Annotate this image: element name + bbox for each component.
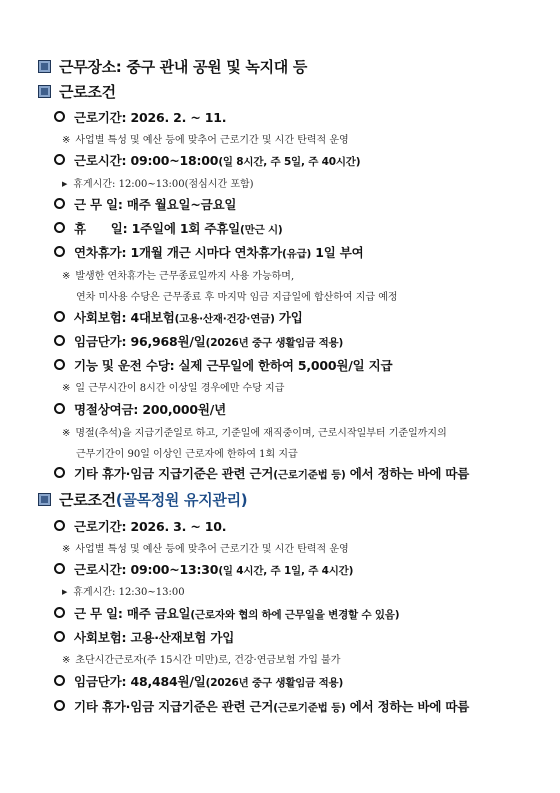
- item-skill-allowance: 기능 및 운전 수당: 실제 근무일에 한하여 5,000원/일 지급: [54, 356, 392, 374]
- note-work-period-b: ※ 사업별 특성 및 예산 등에 맞추어 근로기간 및 시간 탄력적 운영: [62, 544, 349, 555]
- item-other-criteria-b: 기타 휴가·임금 지급기준은 관련 근거(근로기준법 등) 에서 정하는 바에 따름: [54, 697, 469, 715]
- section-work-conditions-alley-garden: [38, 489, 247, 510]
- triangle-bullet-icon: ▶: [62, 180, 68, 188]
- reference-mark-icon: ※: [62, 655, 71, 666]
- circle-bullet-icon: [54, 607, 65, 618]
- square-bullet-icon: [38, 85, 51, 98]
- circle-bullet-icon: [54, 359, 65, 370]
- item-work-period-b: 근로기간: 2026. 3. ~ 10.: [54, 517, 226, 535]
- note-holiday-bonus-2: 근무기간이 90일 이상인 근로자에 한하여 1회 지급: [76, 449, 298, 460]
- circle-bullet-icon: [54, 675, 65, 686]
- section-title: 근로조건: [59, 491, 116, 509]
- reference-mark-icon: ※: [62, 271, 71, 282]
- circle-bullet-icon: [54, 222, 65, 233]
- item-work-period: 근로기간: 2026. 2. ~ 11.: [54, 108, 226, 126]
- item-break-time-b: ▶ 휴게시간: 12:30~13:00: [62, 587, 185, 598]
- reference-mark-icon: ※: [62, 544, 71, 555]
- circle-bullet-icon: [54, 700, 65, 711]
- circle-bullet-icon: [54, 111, 65, 122]
- item-holiday: 휴 일: 1주일에 1회 주휴일(만근 시): [54, 219, 283, 237]
- item-work-days-b: 근 무 일: 매주 금요일(근로자와 협의 하에 근무일을 변경할 수 있음): [54, 604, 399, 622]
- item-holiday-bonus: 명절상여금: 200,000원/년: [54, 400, 226, 418]
- reference-mark-icon: ※: [62, 428, 71, 439]
- square-bullet-icon: [38, 60, 51, 73]
- circle-bullet-icon: [54, 335, 65, 346]
- note-skill-allowance: ※ 일 근무시간이 8시간 이상일 경우에만 수당 지급: [62, 383, 285, 394]
- item-other-criteria: 기타 휴가·임금 지급기준은 관련 근거(근로기준법 등) 에서 정하는 바에 따름: [54, 464, 469, 482]
- section-title-highlight: (골목정원 유지관리): [115, 491, 248, 509]
- reference-mark-icon: ※: [62, 135, 71, 146]
- circle-bullet-icon: [54, 467, 65, 478]
- circle-bullet-icon: [54, 520, 65, 531]
- section-title: 근무장소: 중구 관내 공원 및 녹지대 등: [59, 58, 308, 76]
- circle-bullet-icon: [54, 563, 65, 574]
- item-wage-b: 임금단가: 48,484원/일(2026년 중구 생활임금 적용): [54, 672, 343, 690]
- circle-bullet-icon: [54, 198, 65, 209]
- note-annual-leave-1: ※ 발생한 연차휴가는 근무종료일까지 사용 가능하며,: [62, 271, 295, 282]
- item-social-insurance-b: 사회보험: 고용·산재보험 가입: [54, 628, 234, 646]
- item-wage: 임금단가: 96,968원/일(2026년 중구 생활임금 적용): [54, 332, 343, 350]
- note-holiday-bonus-1: ※ 명절(추석)을 지급기준일로 하고, 기준일에 재직중이며, 근로시작일부터 기준일까지의: [62, 428, 447, 439]
- section-title: 근로조건: [59, 83, 116, 101]
- note-work-period: ※ 사업별 특성 및 예산 등에 맞추어 근로기간 및 시간 탄력적 운영: [62, 135, 349, 146]
- section-work-location: [38, 56, 307, 77]
- triangle-bullet-icon: ▶: [62, 588, 68, 596]
- circle-bullet-icon: [54, 311, 65, 322]
- section-work-conditions: [38, 81, 116, 102]
- circle-bullet-icon: [54, 246, 65, 257]
- item-annual-leave: 연차휴가: 1개월 개근 시마다 연차휴가(유급) 1일 부여: [54, 243, 364, 261]
- circle-bullet-icon: [54, 403, 65, 414]
- circle-bullet-icon: [54, 631, 65, 642]
- item-break-time: ▶ 휴게시간: 12:00~13:00(점심시간 포함): [62, 179, 254, 190]
- item-work-days: 근 무 일: 매주 월요일~금요일: [54, 195, 236, 213]
- circle-bullet-icon: [54, 154, 65, 165]
- item-work-hours-b: 근로시간: 09:00~13:30(일 4시간, 주 1일, 주 4시간): [54, 560, 353, 578]
- item-work-hours: 근로시간: 09:00~18:00(일 8시간, 주 5일, 주 40시간): [54, 151, 360, 169]
- reference-mark-icon: ※: [62, 383, 71, 394]
- item-social-insurance: 사회보험: 4대보험(고용·산재·건강·연금) 가입: [54, 308, 303, 326]
- note-annual-leave-2: 연차 미사용 수당은 근무종료 후 마지막 임금 지급일에 합산하여 지급 예정: [76, 292, 398, 303]
- note-social-insurance-b: ※ 초단시간근로자(주 15시간 미만)로, 건강·연금보험 가입 불가: [62, 655, 341, 666]
- square-bullet-icon: [38, 493, 51, 506]
